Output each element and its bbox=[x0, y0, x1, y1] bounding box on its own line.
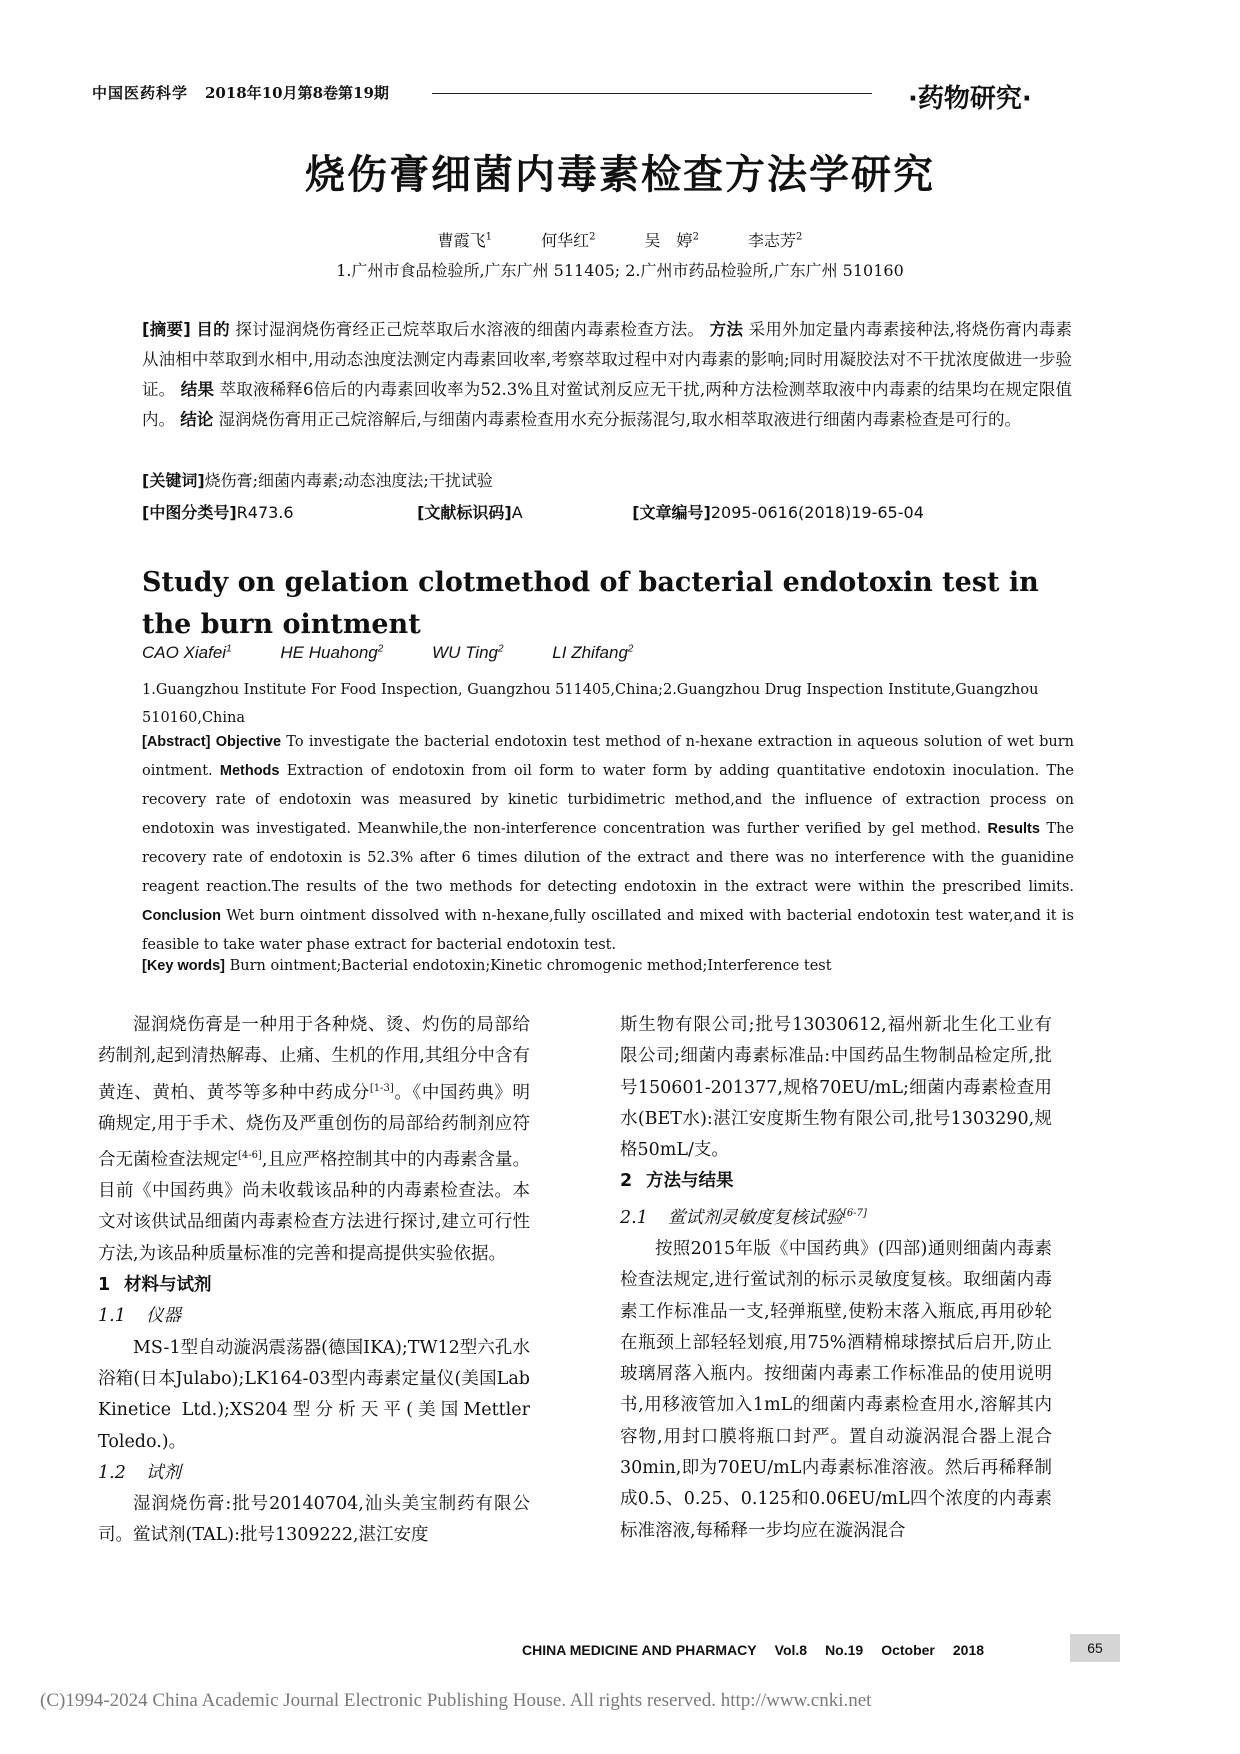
body-column-right bbox=[620, 1010, 1052, 1547]
methods-label-en: Methods bbox=[219, 763, 280, 779]
affiliation-cn: 1.广州市食品检验所,广东广州 511405; 2.广州市药品检验所,广东广州 510160 bbox=[336, 261, 904, 280]
paper-title-cn: 烧伤膏细菌内毒素检查方法学研究 bbox=[305, 152, 935, 198]
results-label-en: Results bbox=[987, 821, 1040, 837]
conclusion-text: 湿润烧伤膏用正己烷溶解后,与细菌内毒素检查用水充分振荡混匀,取水相萃取液进行细菌内毒素检查是可行的。 bbox=[218, 410, 1021, 429]
abstract-label: [摘要] bbox=[142, 320, 191, 339]
affiliation-en: 1.Guangzhou Institute For Food Inspection, Guangzhou 511405,China;2.Guangzhou Drug Inspection Institute,Guangzhou 510160,China bbox=[142, 682, 1039, 726]
paper-title-en: Study on gelation clotmethod of bacterial endotoxin test in the burn ointment bbox=[142, 567, 1039, 640]
journal-name: 中国医药科学 bbox=[92, 84, 189, 102]
journal-issue: 2018年10月第8卷第19期 bbox=[205, 84, 389, 102]
conclusion-label-en: Conclusion bbox=[142, 908, 221, 924]
intro-paragraph: 湿润烧伤膏是一种用于各种烧、烫、灼伤的局部给药制剂,起到清热解毒、止痛、生机的作用,其组分中含有黄连、黄柏、黄芩等多种中药成分[1-3]。《中国药典》明确规定,用于手术、烧伤及严重创伤的局部给药制剂应符合无菌检查法规定[4-6],且应严格控制其中的内毒素含量。目前《中国药典》尚未收载该品种的内毒素检查法。本文对该供试品细菌内毒素检查方法进行探讨,建立可行性方法,为该品种质量标准的完善和提高提供实验依据。 bbox=[98, 1015, 531, 1264]
keywords-cn: [关键词]烧伤膏;细菌内毒素;动态浊度法;干扰试验 bbox=[142, 471, 493, 490]
results-label: 结果 bbox=[180, 380, 215, 399]
subsection-heading: 1.2 试剂 bbox=[98, 1462, 181, 1483]
author-cn: 李志芳$^2$ bbox=[748, 231, 803, 250]
conclusion-label: 结论 bbox=[180, 410, 214, 429]
author-cn: 吴 婷$^2$ bbox=[644, 231, 699, 250]
page-number: 65 bbox=[1070, 1634, 1120, 1662]
abstract-cn bbox=[142, 315, 1072, 435]
section-heading: 2 方法与结果 bbox=[620, 1171, 734, 1192]
results-text: 萃取液稀释6倍后的内毒素回收率为52.3%且对鲎试剂反应无干扰,两种方法检测萃取液中内毒素的结果均在规定限值内。 bbox=[142, 380, 1073, 429]
abstract-label-en: [Abstract] bbox=[142, 734, 211, 750]
reagents-paragraph: 湿润烧伤膏:批号20140704,汕头美宝制药有限公司。鲎试剂(TAL):批号1309222,湛江安度 bbox=[98, 1494, 530, 1546]
instruments-paragraph: MS-1型自动漩涡震荡器(德国IKA);TW12型六孔水浴箱(日本Julabo);LK164-03型内毒素定量仪(美国Lab Kinetice Ltd.);XS204型分析天平(美国Mettler Toledo.)。 bbox=[98, 1337, 530, 1452]
methods-label: 方法 bbox=[709, 320, 744, 339]
authors-en bbox=[142, 643, 677, 663]
abstract-en: [Abstract] Objective To investigate the bacterial endotoxin test method of n-hexane extraction in aqueous solution of wet burn ointment. Methods Extraction of endotoxin from oil form to water form by adding quantitative endotoxin inoculation. The recovery rate of endotoxin was measured by kinetic turbidimetric method,and the influence of extraction process on endotoxin was investigated. Meanwhile,the non-interference concentration was further verified by gel method. Results The recovery rate of endotoxin is 52.3% after 6 times dilution of the extract and there was no interference with the guanidine reagent reaction.The results of the two methods for detecting endotoxin in the extract were within the prescribed limits. Conclusion Wet burn ointment dissolved with n-hexane,fully oscillated and mixed with bacterial endotoxin test water,and it is feasible to take water phase extract for bacterial endotoxin test. bbox=[142, 734, 1075, 953]
author-en: WU Ting$^2$ bbox=[432, 643, 504, 662]
section-label: ·药物研究· bbox=[908, 84, 1032, 114]
body-column-left bbox=[98, 1010, 530, 1552]
objective-label: 目的 bbox=[196, 320, 230, 339]
classification-row: [中图分类号]R473.6 [文献标识码]A [文章编号]2095-0616(2018)19-65-04 bbox=[142, 503, 924, 522]
doc-code: A bbox=[511, 503, 523, 522]
footer-journal: CHINA MEDICINE AND PHARMACY Vol.8 No.19 October 2018 bbox=[522, 1642, 985, 1658]
sensitivity-paragraph: 按照2015年版《中国药典》(四部)通则细菌内毒素检查法规定,进行鲎试剂的标示灵敏度复核。取细菌内毒素工作标准品一支,轻弹瓶壁,使粉末落入瓶底,再用砂轮在瓶颈上部轻轻划痕,用75%酒精棉球擦拭后启开,防止玻璃屑落入瓶内。按细菌内毒素工作标准品的使用说明书,用移液管加入1mL的细菌内毒素检查用水,溶解其内容物,用封口膜将瓶口封严。置自动漩涡混合器上混合30min,即为70EU/mL内毒素标准溶液。然后再稀释制成0.5、0.25、0.125和0.06EU/mL四个浓度的内毒素标准溶液,每稀释一步均应在漩涡混合 bbox=[620, 1238, 1052, 1541]
objective-label-en: Objective bbox=[215, 734, 282, 750]
author-cn: 何华红$^2$ bbox=[541, 231, 596, 250]
methods-text: 采用外加定量内毒素接种法,将烧伤膏内毒素从油相中萃取到水相中,用动态浊度法测定内毒素回收率,考察萃取过程中对内毒素的影响;同时用凝胶法对不干扰浓度做进一步验证。 bbox=[142, 320, 1073, 399]
subsection-heading: 2.1 鲎试剂灵敏度复核试验[6-7] bbox=[620, 1207, 867, 1228]
header-rule bbox=[432, 93, 872, 94]
subsection-heading: 1.1 仪器 bbox=[98, 1306, 181, 1327]
author-en: CAO Xiafei$^1$ bbox=[142, 643, 232, 662]
objective-text: 探讨湿润烧伤膏经正己烷萃取后水溶液的细菌内毒素检查方法。 bbox=[235, 320, 705, 339]
reagents-continued: 斯生物有限公司;批号13030612,福州新北生化工业有限公司;细菌内毒素标准品:中国药品生物制品检定所,批号150601-201377,规格70EU/mL;细菌内毒素检查用水(BET水):湛江安度斯生物有限公司,批号1303290,规格50mL/支。 bbox=[620, 1015, 1052, 1161]
keywords-en: [Key words] Burn ointment;Bacterial endotoxin;Kinetic chromogenic method;Interference test bbox=[142, 958, 832, 974]
author-en: HE Huahong$^2$ bbox=[280, 643, 384, 662]
authors-cn bbox=[0, 228, 1240, 251]
clc-number: R473.6 bbox=[236, 503, 294, 522]
author-en: LI Zhifang$^2$ bbox=[552, 643, 634, 662]
article-number: 2095-0616(2018)19-65-04 bbox=[710, 503, 924, 522]
copyright-notice: (C)1994-2024 China Academic Journal Electronic Publishing House. All rights reserved. http://www.cnki.net bbox=[40, 1690, 872, 1711]
section-heading: 1 材料与试剂 bbox=[98, 1275, 212, 1296]
author-cn: 曹霞飞$^1$ bbox=[437, 231, 492, 250]
